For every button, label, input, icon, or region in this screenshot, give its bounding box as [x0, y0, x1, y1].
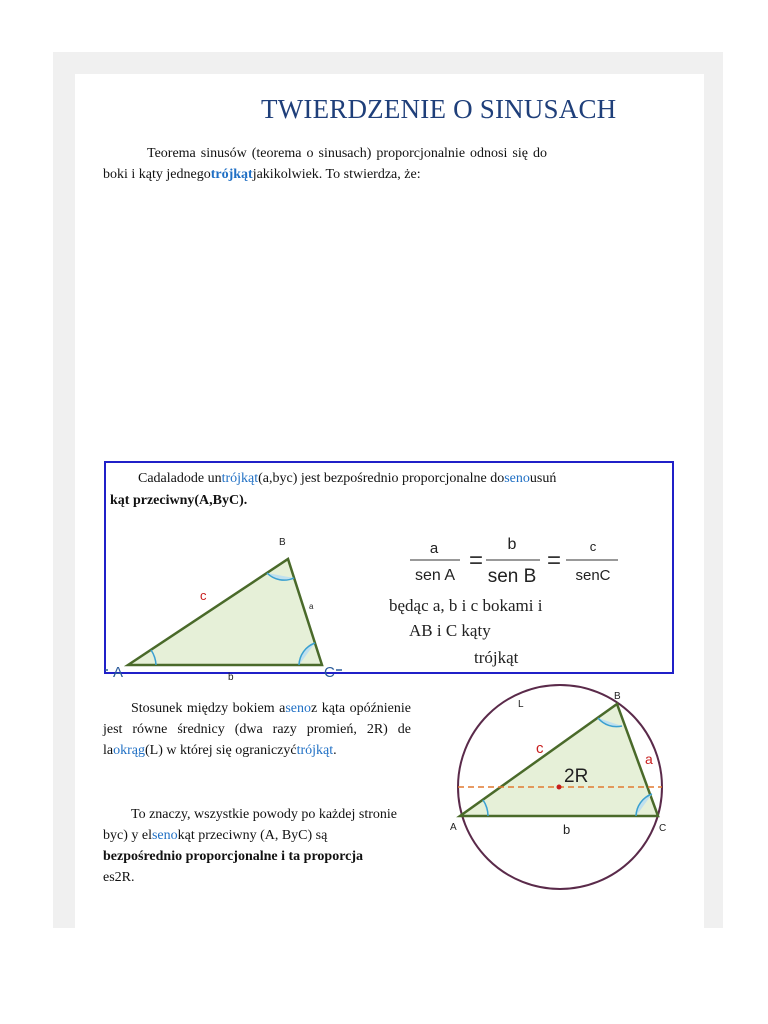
intro-paragraph — [103, 143, 547, 185]
triangle-figure — [100, 530, 350, 682]
ratio-text-2: z kąta opóźnienie jest równe średnicy (dwa razy promień, 2R) de la — [103, 701, 411, 758]
box-text-1: Cadaladode un — [138, 471, 222, 486]
ratio-text-1: Stosunek między bokiem a — [131, 701, 286, 716]
intro-text: Teorema sinusów (teorema o sinusach) proporcjonalnie odnosi się do boki i kąty jednego — [103, 146, 547, 182]
triangle-shape — [128, 559, 322, 665]
side-b-label: b — [228, 672, 234, 682]
formula-num-b: b — [507, 536, 517, 553]
center-point — [557, 785, 562, 790]
box-bold-text: kąt przeciwny(A,ByC). — [110, 493, 248, 508]
vertex-c-label: C — [324, 664, 335, 681]
box-text-3: usuń — [529, 471, 557, 486]
meaning-text-1: To znaczy, wszystkie powody po każdej stronie byc) y el — [103, 807, 397, 843]
page-title: TWIERDZENIE O SINUSACH — [261, 94, 617, 124]
formula-note-1: będąc a, b i c bokami i — [389, 596, 543, 615]
vertex-a-label-2: A — [450, 822, 457, 833]
formula-note-3: trójkąt — [474, 648, 519, 667]
box-text-2: (a,byc) jest bezpośrednio proporcjonalne do — [258, 471, 505, 486]
sine-law-formula — [400, 530, 630, 590]
meaning-text-2: kąt przeciwny (A, ByC) są — [177, 828, 328, 843]
side-b-label-2: b — [563, 822, 571, 837]
intro-link-triangle[interactable]: trójkąt — [210, 167, 253, 182]
formula-den-c: senC — [575, 567, 611, 584]
circumcircle-figure — [440, 682, 680, 894]
vertex-a-label: A — [113, 664, 124, 681]
formula-den-a: sen A — [414, 567, 456, 584]
circle-l-label: L — [518, 699, 524, 710]
box-link-triangle[interactable]: trójkąt — [221, 471, 259, 486]
ratio-link-circle[interactable]: okrąg — [113, 743, 145, 758]
ratio-text-3: (L) w której się ograniczyć — [145, 743, 297, 758]
ratio-paragraph — [103, 698, 411, 761]
formula-eq-2: = — [546, 547, 562, 574]
intro-text-end: jakikolwiek. To stwierdza, że: — [252, 167, 421, 182]
side-a-label: a — [309, 602, 314, 611]
formula-note-2: AB i C kąty — [409, 621, 491, 640]
box-link-sine[interactable]: seno — [504, 471, 530, 486]
meaning-text-3: es2R. — [103, 870, 135, 885]
formula-den-b: sen B — [487, 566, 537, 587]
side-c-label: c — [200, 588, 207, 603]
ratio-link-triangle[interactable]: trójkąt — [296, 743, 334, 758]
formula-num-a: a — [429, 540, 439, 557]
meaning-paragraph — [103, 804, 407, 888]
radius-label: 2R — [564, 766, 589, 787]
formula-num-c: c — [589, 539, 597, 554]
ratio-link-sine[interactable]: seno — [285, 701, 311, 716]
vertex-b-label-2: B — [614, 691, 621, 702]
formula-eq-1: = — [468, 547, 484, 574]
side-a-label-2: a — [645, 751, 653, 767]
vertex-c-label-2: C — [659, 823, 667, 834]
inscribed-triangle — [460, 704, 658, 816]
side-c-label-2: c — [536, 740, 544, 757]
meaning-bold-text: bezpośrednio proporcjonalne i ta proporcja — [103, 849, 364, 864]
meaning-link-sine[interactable]: seno — [151, 828, 178, 843]
ratio-text-4: . — [333, 743, 337, 758]
box-text — [110, 468, 580, 512]
vertex-b-label: B — [279, 537, 286, 548]
